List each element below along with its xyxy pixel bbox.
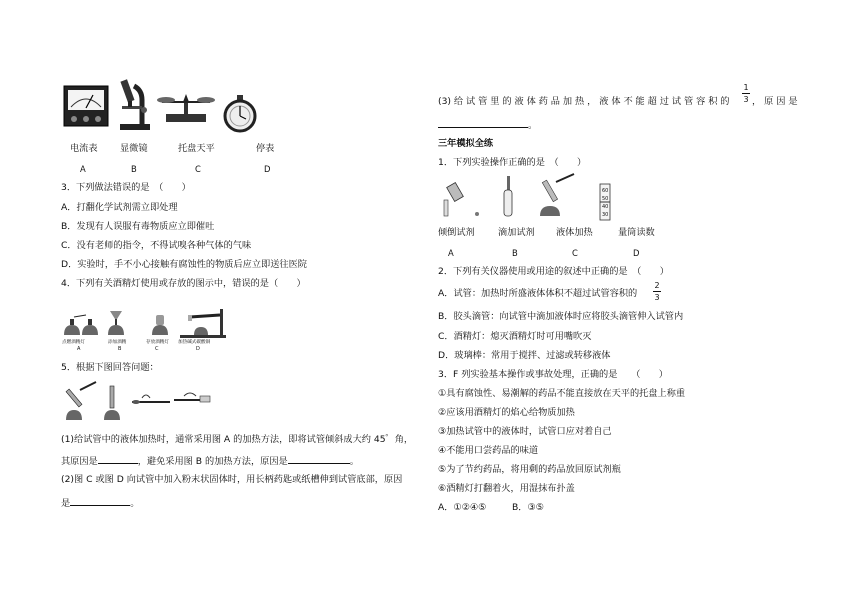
m3-item-1: ①具有腐蚀性、易潮解的药品不能直接放在天平的托盘上称重 bbox=[438, 388, 686, 399]
m3-item-3: ③加热试管中的液体时，试管口应对着自己 bbox=[438, 426, 612, 437]
m1-cylinder-mark-60: 60 bbox=[602, 188, 609, 194]
q5-part2-line1: (2)图 C 或图 D 向试管中加入粉末状固体时，用长柄药匙或纸槽伸到试管底部，原因 bbox=[61, 474, 403, 485]
m2-stem: 2．下列有关仪器使用或用途的叙述中正确的是 （ ） bbox=[438, 266, 669, 277]
q4-letter-d: D bbox=[196, 346, 200, 352]
m1-cylinder-mark-50: 50 bbox=[602, 196, 609, 202]
m1-cylinder-mark-30: 30 bbox=[602, 212, 609, 218]
m1-letter-d: D bbox=[633, 248, 640, 258]
m1-caption-c: 液体加热 bbox=[556, 227, 593, 238]
q4-caption-b: 添加酒精 bbox=[108, 340, 127, 345]
q5-figures bbox=[62, 380, 212, 422]
m3-option-b: B．③⑤ bbox=[512, 502, 544, 513]
q5-part1-answer-blank-1[interactable] bbox=[98, 454, 138, 464]
q5-part2-line2 bbox=[61, 496, 139, 510]
q4-caption-a: 点燃酒精灯 bbox=[62, 340, 85, 345]
m2-option-b: B．胶头滴管：向试管中滴加液体时应将胶头滴管伸入试管内 bbox=[438, 311, 684, 322]
q5-part3-end: 。 bbox=[528, 120, 538, 131]
q4-letter-b: B bbox=[118, 346, 122, 352]
m1-caption-b: 滴加试剂 bbox=[498, 227, 535, 238]
m1-stem: 1．下列实验操作正确的是 （ ） bbox=[438, 157, 587, 168]
m1-caption-d: 量筒读数 bbox=[618, 227, 655, 238]
instrument-label-ammeter: 电流表 bbox=[70, 143, 98, 154]
q5-part2-text-b: 。 bbox=[130, 498, 140, 509]
q4-caption-c: 存放酒精灯 bbox=[146, 340, 169, 345]
q4-caption-d: 加热碱式碳酸铜 bbox=[178, 340, 211, 345]
instrument-letter-d: D bbox=[264, 164, 271, 174]
instrument-letter-a: A bbox=[80, 164, 86, 174]
q5-part1-text-b: ，避免采用图 B 的加热方法，原因是 bbox=[137, 456, 288, 467]
q5-part3-line2 bbox=[438, 118, 537, 132]
instrument-label-microscope: 显微镜 bbox=[120, 143, 148, 154]
q3-option-c: C．没有老师的指令，不得试嗅各种气体的气味 bbox=[61, 240, 252, 251]
m1-letter-a: A bbox=[448, 248, 454, 258]
stopwatch-picture bbox=[222, 94, 258, 134]
m3-option-a: A．①②④⑤ bbox=[438, 502, 487, 513]
ammeter-picture bbox=[62, 80, 110, 130]
q5-part3-fraction-den: 3 bbox=[743, 95, 749, 104]
m1-cylinder-mark-40: 40 bbox=[602, 204, 609, 210]
q4-figures bbox=[60, 305, 230, 341]
q3-stem: 3．下列做法错误的是 （ ） bbox=[61, 182, 191, 193]
q3-option-d: D．实验时，手不小心接触有腐蚀性的物质后应立即送往医院 bbox=[61, 259, 307, 270]
m1-letter-b: B bbox=[512, 248, 518, 258]
q5-part3-text-b: ， 原 因 是 bbox=[752, 96, 798, 107]
m2-option-a-fraction-num: 2 bbox=[654, 281, 660, 290]
balance-picture bbox=[156, 88, 216, 128]
m2-option-a: A．试管：加热时所盛液体体积不超过试管容积的 bbox=[438, 288, 638, 299]
m3-item-5: ⑤为了节约药品，将用剩的药品放回原试剂瓶 bbox=[438, 464, 621, 475]
q3-option-b: B．发现有人误服有毒物质应立即催吐 bbox=[61, 221, 215, 232]
q4-letter-c: C bbox=[155, 346, 159, 352]
m3-item-4: ④不能用口尝药品的味道 bbox=[438, 445, 539, 456]
section-title: 三年模拟全练 bbox=[438, 138, 494, 149]
q4-stem: 4．下列有关酒精灯使用或存放的图示中，错误的是（ ） bbox=[61, 278, 306, 289]
q5-stem: 5．根据下图回答问题： bbox=[61, 362, 159, 373]
q5-part2-text-a: 是 bbox=[61, 498, 71, 509]
q5-part3-fraction bbox=[742, 83, 750, 104]
q4-letter-a: A bbox=[77, 346, 81, 352]
m1-caption-a: 倾倒试剂 bbox=[438, 227, 475, 238]
q5-part3-line1 bbox=[438, 96, 730, 108]
m2-option-a-fraction-den: 3 bbox=[654, 293, 660, 302]
q5-part2-answer-blank[interactable] bbox=[70, 496, 130, 506]
q5-part1-line1: (1)给试管中的液体加热时，通常采用图 A 的加热方法，即将试管倾斜成大约 45゜角， bbox=[61, 434, 414, 445]
m1-figures bbox=[440, 172, 640, 222]
q5-part1-text-a: 其原因是 bbox=[61, 456, 98, 467]
q5-part1-text-c: 。 bbox=[349, 456, 359, 467]
microscope-picture bbox=[114, 76, 156, 132]
instrument-label-stopwatch: 停表 bbox=[256, 143, 275, 154]
m3-stem: 3．F 列实验基本操作或事故处理，正确的是 （ ） bbox=[438, 369, 668, 380]
instrument-letter-b: B bbox=[131, 164, 137, 174]
q3-option-a: A．打翻化学试剂需立即处理 bbox=[61, 202, 178, 213]
instrument-label-balance: 托盘天平 bbox=[178, 143, 215, 154]
q5-part1-answer-blank-2[interactable] bbox=[288, 454, 350, 464]
m3-item-2: ②应该用酒精灯的焰心给物质加热 bbox=[438, 407, 575, 418]
instrument-letter-c: C bbox=[195, 164, 201, 174]
q5-part3-fraction-num: 1 bbox=[743, 83, 749, 92]
m2-option-d: D．玻璃棒：常用于搅拌、过滤或转移液体 bbox=[438, 350, 611, 361]
m1-letter-c: C bbox=[572, 248, 578, 258]
q5-part3-answer-blank[interactable] bbox=[438, 118, 528, 128]
q5-part3-text-a: (3) 给 试 管 里 的 液 体 药 品 加 热 ， 液 体 不 能 超 过 试 管 容 积 的 bbox=[438, 96, 730, 107]
m2-option-a-fraction bbox=[653, 281, 661, 302]
m3-item-6: ⑥酒精灯打翻着火，用湿抹布扑盖 bbox=[438, 483, 575, 494]
q5-part1-line2 bbox=[61, 454, 359, 468]
m2-option-c: C．酒精灯：熄灭酒精灯时可用嘴吹灭 bbox=[438, 331, 592, 342]
